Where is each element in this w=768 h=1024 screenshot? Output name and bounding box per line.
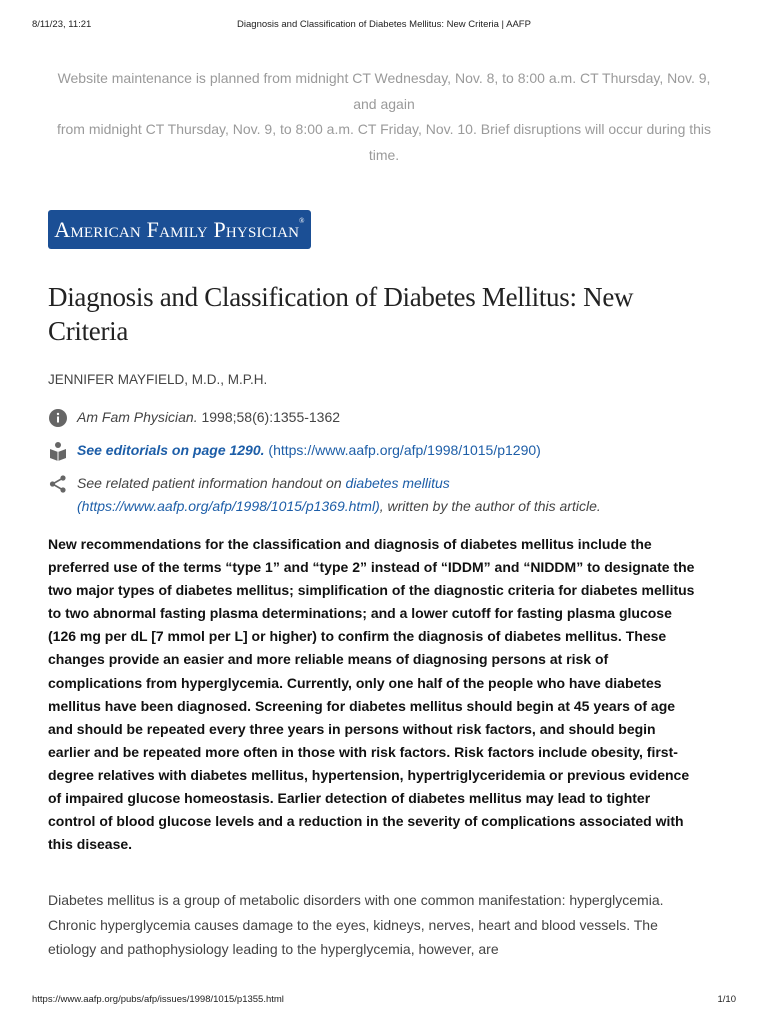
related-prefix: See related patient information handout on [77,475,346,491]
related-handout-url[interactable]: (https://www.aafp.org/afp/1998/1015/p1369.html) [77,498,380,514]
article-title: Diagnosis and Classification of Diabetes Mellitus: New Criteria [48,282,634,346]
maintenance-line-1: Website maintenance is planned from midnight CT Wednesday, Nov. 8, to 8:00 a.m. CT Thursday, Nov. 9, and again [57,70,711,112]
logo-text: American Family Physician [54,217,300,242]
maintenance-line-2: from midnight CT Thursday, Nov. 9, to 8:00 a.m. CT Friday, Nov. 10. Brief disruptions will occur during this time. [56,121,712,163]
logo-registered-mark: ® [299,217,305,225]
citation-journal: Am Fam Physician. [77,409,198,425]
info-icon [48,408,68,428]
print-datetime: 8/11/23, 11:21 [32,19,92,30]
print-page-title: Diagnosis and Classification of Diabetes Mellitus: New Criteria | AAFP [237,19,531,30]
related-handout-text [77,472,717,518]
editorial-link[interactable]: See editorials on page 1290. [77,442,265,458]
reader-icon [48,441,68,461]
citation-detail: 1998;58(6):1355-1362 [197,409,341,425]
related-suffix: , written by the author of this article. [379,498,601,514]
print-header [32,19,736,33]
aafp-logo[interactable] [48,210,311,249]
print-footer [32,994,736,1008]
maintenance-banner [48,66,720,168]
article-author[interactable]: JENNIFER MAYFIELD, M.D., M.P.H. [48,372,268,387]
share-icon [48,474,68,494]
print-url: https://www.aafp.org/pubs/afp/issues/1998/1015/p1355.html [32,994,284,1005]
related-handout-link[interactable]: diabetes mellitus [345,475,450,491]
print-page-number: 1/10 [717,994,736,1005]
article-body-paragraph: Diabetes mellitus is a group of metabolic disorders with one common manifestation: hyperglycemia. Chronic hyperglycemia causes damage to the eyes, kidneys, nerves, heart and blood vessels. The etiology and pathophysiology leading to the hyperglycemia, however, are [48,892,664,957]
citation-text [77,406,340,428]
article-abstract: New recommendations for the classification and diagnosis of diabetes mellitus include the preferred use of the terms “type 1” and “type 2” instead of “IDDM” and “NIDDM” to designate the two major types of diabetes mellitus; simplification of the diagnostic criteria for diabetes mellitus to two abnormal fasting plasma determinations; and a lower cutoff for fasting plasma glucose (126 mg per dL [7 mmol per L] or higher) to confirm the diagnosis of diabetes mellitus. These changes provide an easier and more reliable means of diagnosing persons at risk of complications from hyperglycemia. Currently, only one half of the people who have diabetes mellitus have been diagnosed. Screening for diabetes mellitus should begin at 45 years of age and should be repeated every three years in persons without risk factors, and should begin earlier and be repeated more often in those with risk factors. Risk factors include obesity, first-degree relatives with diabetes mellitus, hypertension, hypertriglyceridemia or previous evidence of impaired glucose homeostasis. Earlier detection of diabetes mellitus may lead to tighter control of blood glucose levels and a reduction in the severity of complications associated with this disease. [48,536,695,853]
editorial-text [77,439,541,461]
editorial-url[interactable]: (https://www.aafp.org/afp/1998/1015/p1290) [264,442,541,458]
